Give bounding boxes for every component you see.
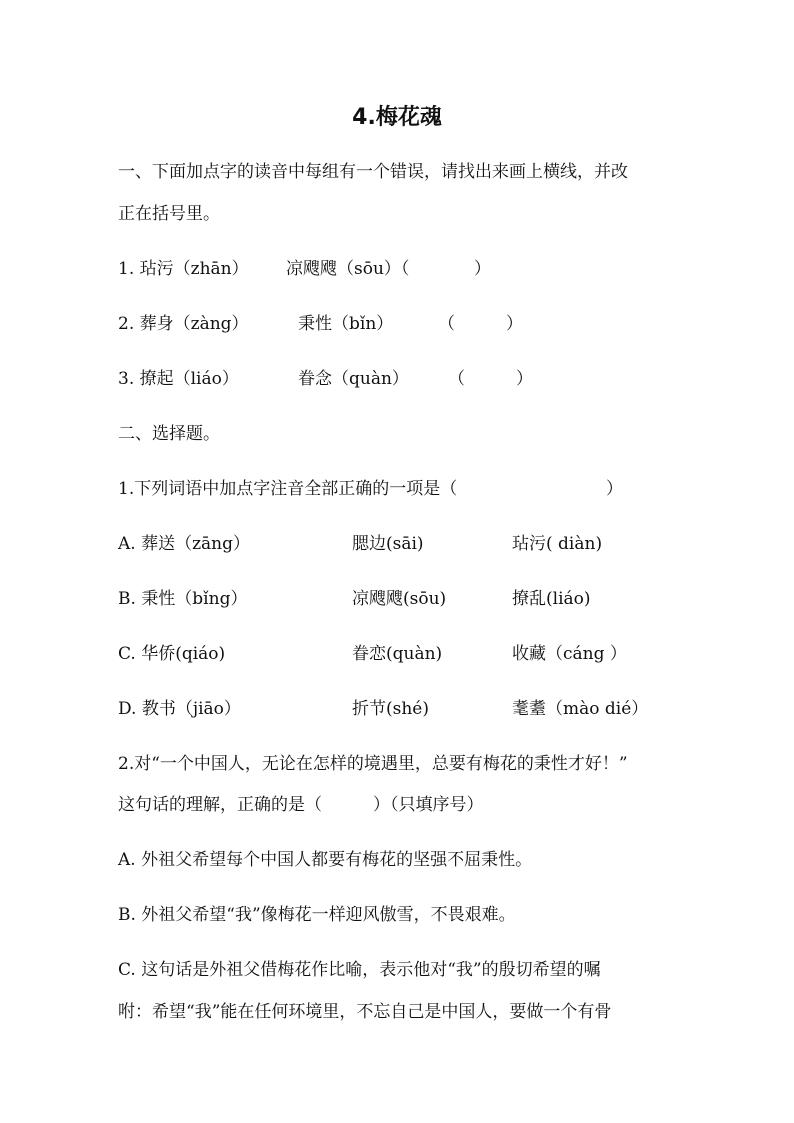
answer-bracket-close: ）: [474, 259, 491, 279]
question-2-line1: 2.对“一个中国人，无论在怎样的境遇里，总要有梅花的秉性才好！”: [118, 754, 628, 774]
q2-option-a: A. 外祖父希望每个中国人都要有梅花的坚强不屈秉性。: [118, 850, 533, 870]
item-word-a: 1. 玷污（zhān）: [118, 259, 249, 279]
option-word-3: 耄耋（mào dié）: [512, 699, 649, 719]
option-word-1: B. 秉性（bǐng）: [118, 589, 248, 609]
q2-option-b: B. 外祖父希望“我”像梅花一样迎风傲雪，不畏艰难。: [118, 905, 516, 925]
item-word-a: 2. 葬身（zàng）: [118, 314, 249, 334]
answer-bracket: （ ）: [438, 314, 523, 334]
option-word-1: A. 葬送（zāng）: [118, 534, 251, 554]
option-word-3: 收藏（cáng ）: [512, 644, 627, 664]
answer-bracket: （ ）: [448, 369, 533, 389]
option-word-2: 凉飕飕(sōu): [352, 589, 447, 609]
question-2-line2: 这句话的理解，正确的是（ ）（只填序号）: [118, 795, 484, 815]
question-stem-text: 1.下列词语中加点字注音全部正确的一项是（: [118, 479, 458, 499]
item-word-b: 凉飕飕（sōu）（: [286, 259, 410, 279]
item-word-b: 秉性（bǐn）: [298, 314, 394, 334]
option-word-3: 撩乱(liáo): [512, 589, 591, 609]
option-word-3: 玷污( diàn): [512, 534, 603, 554]
option-word-2: 腮边(sāi): [352, 534, 424, 554]
section1-heading-line1: 一、下面加点字的读音中每组有一个错误，请找出来画上横线，并改: [118, 162, 628, 182]
option-word-1: D. 教书（jiāo）: [118, 699, 241, 719]
section1-heading-line2: 正在括号里。: [118, 204, 220, 224]
item-word-b: 眷念（quàn）: [298, 369, 409, 389]
q2-option-c-continued: 咐：希望“我”能在任何环境里，不忘自己是中国人，要做一个有骨: [118, 1002, 612, 1022]
q2-option-c: C. 这句话是外祖父借梅花作比喻，表示他对“我”的殷切希望的嘱: [118, 960, 601, 980]
option-word-2: 折节(shé): [352, 699, 429, 719]
option-word-2: 眷恋(quàn): [352, 644, 443, 664]
option-word-1: C. 华侨(qiáo): [118, 644, 226, 664]
answer-bracket-close: ）: [606, 479, 623, 499]
item-word-a: 3. 撩起（liáo）: [118, 369, 239, 389]
page-title: 4.梅花魂: [352, 105, 442, 130]
section2-heading: 二、选择题。: [118, 424, 220, 444]
